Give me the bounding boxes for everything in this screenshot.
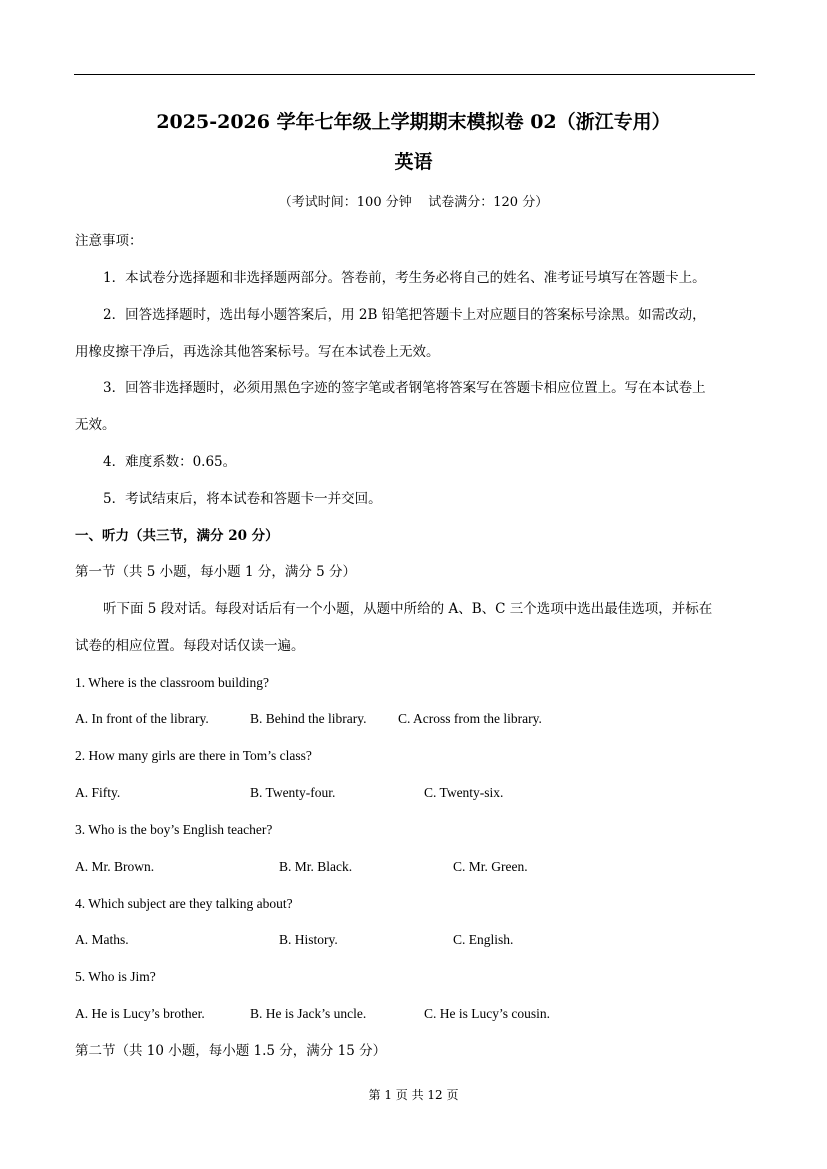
- q1-option-c: C. Across from the library.: [398, 711, 542, 726]
- instructions-line-2: 试卷的相应位置。每段对话仅读一遍。: [75, 638, 305, 654]
- q3-option-c: C. Mr. Green.: [453, 859, 528, 874]
- part2-heading: 第二节（共 10 小题，每小题 1.5 分，满分 15 分）: [75, 1043, 387, 1059]
- header-rule: [74, 74, 755, 75]
- question-4: 4. Which subject are they talking about?: [75, 896, 293, 911]
- part1-heading: 第一节（共 5 小题，每小题 1 分，满分 5 分）: [75, 564, 357, 580]
- question-2: 2. How many girls are there in Tom’s class?: [75, 748, 312, 763]
- q5-option-c: C. He is Lucy’s cousin.: [424, 1006, 550, 1021]
- note-item-1: 1．本试卷分选择题和非选择题两部分。答卷前，考生务必将自己的姓名、准考证号填写在答题卡上。: [103, 270, 706, 286]
- q5-option-b: B. He is Jack’s uncle.: [250, 1006, 367, 1021]
- note-item-4: 4．难度系数：0.65。: [103, 454, 237, 470]
- exam-title: 2025-2026 学年七年级上学期期末模拟卷 02（浙江专用）: [156, 111, 671, 133]
- question-5: 5. Who is Jim?: [75, 969, 156, 984]
- instructions-line-1: 听下面 5 段对话。每段对话后有一个小题，从题中所给的 A、B、C 三个选项中选出最佳选项，并标在: [103, 601, 713, 617]
- note-item-5: 5．考试结束后，将本试卷和答题卡一并交回。: [103, 491, 382, 507]
- q2-option-c: C. Twenty-six.: [424, 785, 504, 800]
- subject-title: 英语: [394, 151, 433, 173]
- q4-option-b: B. History.: [279, 932, 338, 947]
- page-number: 第 1 页 共 12 页: [368, 1088, 459, 1102]
- q4-option-c: C. English.: [453, 932, 514, 947]
- note-item-2-cont: 用橡皮擦干净后，再选涂其他答案标号。写在本试卷上无效。: [75, 344, 440, 360]
- question-3: 3. Who is the boy’s English teacher?: [75, 822, 273, 837]
- note-item-2: 2．回答选择题时，选出每小题答案后，用 2B 铅笔把答题卡上对应题目的答案标号涂黑。如需改动，: [103, 307, 706, 323]
- q3-option-b: B. Mr. Black.: [279, 859, 353, 874]
- exam-info: （考试时间：100 分钟 试卷满分：120 分）: [278, 195, 549, 210]
- q1-option-b: B. Behind the library.: [250, 711, 367, 726]
- notes-heading: 注意事项：: [75, 233, 143, 249]
- q2-option-a: A. Fifty.: [75, 785, 121, 800]
- q2-option-b: B. Twenty-four.: [250, 785, 336, 800]
- q3-option-a: A. Mr. Brown.: [75, 859, 155, 874]
- q5-option-a: A. He is Lucy’s brother.: [75, 1006, 205, 1021]
- q4-option-a: A. Maths.: [75, 932, 129, 947]
- note-item-3: 3．回答非选择题时，必须用黑色字迹的签字笔或者钢笔将答案写在答题卡相应位置上。写在本试卷上: [103, 380, 706, 396]
- note-item-3-cont: 无效。: [75, 417, 116, 433]
- q1-option-a: A. In front of the library.: [75, 711, 209, 726]
- section-heading-listening: 一、听力（共三节，满分 20 分）: [75, 528, 279, 544]
- question-1: 1. Where is the classroom building?: [75, 675, 269, 690]
